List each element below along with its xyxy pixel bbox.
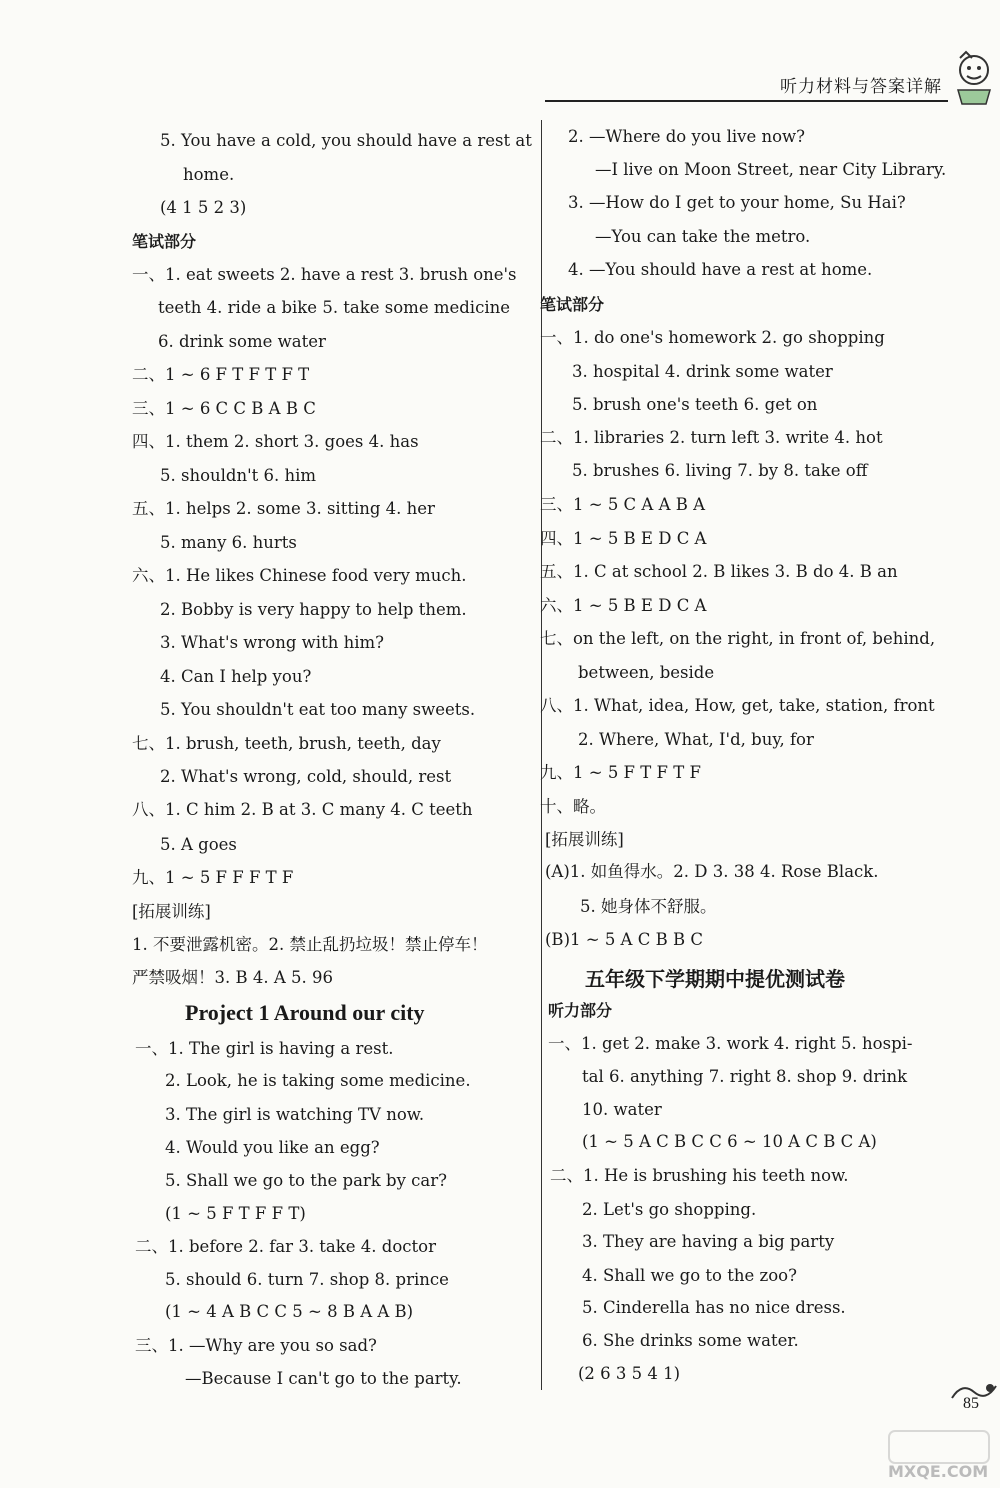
text-line: 二、1. libraries 2. turn left 3. write 4. hot xyxy=(540,428,883,447)
text-line: 4. Would you like an egg? xyxy=(165,1138,380,1157)
section-heading: [拓展训练] xyxy=(132,902,211,921)
text-line: 6. She drinks some water. xyxy=(582,1331,799,1350)
text-line: 九、1 ~ 5 F T F T F xyxy=(540,763,701,782)
text-line: —You can take the metro. xyxy=(595,227,811,246)
text-line: 七、on the left, on the right, in front of, behind, xyxy=(540,629,936,648)
text-line: between, beside xyxy=(578,663,715,682)
text-line: home. xyxy=(183,165,235,184)
text-line: 三、1 ~ 6 C C B A B C xyxy=(132,399,316,418)
text-line: 4. Can I help you? xyxy=(160,667,312,686)
project-title: Project 1 Around our city xyxy=(185,1000,425,1025)
cartoon-mascot-icon xyxy=(950,50,998,106)
text-line: 4. —You should have a rest at home. xyxy=(568,260,873,279)
section-heading: [拓展训练] xyxy=(545,830,624,849)
text-line: (1 ~ 5 A C B C C 6 ~ 10 A C B C A) xyxy=(582,1132,877,1151)
text-line: (B)1 ~ 5 A C B B C xyxy=(545,930,703,949)
text-line: 5. You shouldn't eat too many sweets. xyxy=(160,700,476,719)
text-line: 3. The girl is watching TV now. xyxy=(165,1105,425,1124)
text-line: —Because I can't go to the party. xyxy=(185,1369,462,1388)
text-line: 3. They are having a big party xyxy=(582,1232,835,1251)
text-line: 四、1 ~ 5 B E D C A xyxy=(540,529,707,548)
text-line: 二、1. He is brushing his teeth now. xyxy=(550,1166,849,1185)
text-line: tal 6. anything 7. right 8. shop 9. drink xyxy=(582,1067,908,1086)
text-line: (1 ~ 5 F T F F T) xyxy=(165,1204,306,1223)
page-number: 85 xyxy=(963,1395,979,1412)
text-line: teeth 4. ride a bike 5. take some medicine xyxy=(158,298,510,317)
text-line: 4. Shall we go to the zoo? xyxy=(582,1266,797,1285)
text-line: 二、1 ~ 6 F T F T F T xyxy=(132,365,310,384)
text-line: 3. hospital 4. drink some water xyxy=(572,362,833,381)
text-line: 5. You have a cold, you should have a rest at xyxy=(160,131,532,150)
text-line: 5. Shall we go to the park by car? xyxy=(165,1171,447,1190)
text-line: 六、1. He likes Chinese food very much. xyxy=(132,566,467,585)
text-line: 2. Bobby is very happy to help them. xyxy=(160,600,467,619)
text-line: 5. shouldn't 6. him xyxy=(160,466,317,485)
text-line: 5. brushes 6. living 7. by 8. take off xyxy=(572,461,868,480)
text-line: 八、1. What, idea, How, get, take, station, front xyxy=(540,696,935,715)
header-rule xyxy=(545,100,948,102)
text-line: 十、略。 xyxy=(540,797,606,816)
text-line: 三、1 ~ 5 C A A B A xyxy=(540,495,706,514)
text-line: —I live on Moon Street, near City Library. xyxy=(595,160,947,179)
text-line: 5. Cinderella has no nice dress. xyxy=(582,1298,846,1317)
text-line: 六、1 ~ 5 B E D C A xyxy=(540,596,707,615)
text-line: 2. What's wrong, cold, should, rest xyxy=(160,767,452,786)
text-line: 5. many 6. hurts xyxy=(160,533,297,552)
watermark-text: MXQE.COM xyxy=(888,1462,989,1481)
text-line: 5. brush one's teeth 6. get on xyxy=(572,395,818,414)
text-line: 一、1. do one's homework 2. go shopping xyxy=(540,328,885,347)
text-line: 5. A goes xyxy=(160,835,237,854)
section-heading: 听力部分 xyxy=(548,1001,613,1020)
section-heading: 笔试部分 xyxy=(132,232,197,251)
text-line: 2. Where, What, I'd, buy, for xyxy=(578,730,814,749)
text-line: (A)1. 如鱼得水。2. D 3. 38 4. Rose Black. xyxy=(545,862,879,881)
text-line: 2. Let's go shopping. xyxy=(582,1200,757,1219)
text-line: 八、1. C him 2. B at 3. C many 4. C teeth xyxy=(132,800,473,819)
text-line: 严禁吸烟！3. B 4. A 5. 96 xyxy=(132,968,333,987)
text-line: 2. —Where do you live now? xyxy=(568,127,806,146)
text-line: 10. water xyxy=(582,1100,662,1119)
text-line: 五、1. C at school 2. B likes 3. B do 4. B an xyxy=(540,562,898,581)
text-line: 一、1. get 2. make 3. work 4. right 5. hospi- xyxy=(548,1034,913,1053)
text-line: (1 ~ 4 A B C C 5 ~ 8 B A A B) xyxy=(165,1302,414,1321)
text-line: 四、1. them 2. short 3. goes 4. has xyxy=(132,432,419,451)
text-line: 6. drink some water xyxy=(158,332,326,351)
text-line: (4 1 5 2 3) xyxy=(160,198,247,217)
test-title: 五年级下学期期中提优测试卷 xyxy=(585,967,845,991)
text-line: 3. —How do I get to your home, Su Hai? xyxy=(568,193,906,212)
text-line: 2. Look, he is taking some medicine. xyxy=(165,1071,471,1090)
text-line: 5. should 6. turn 7. shop 8. prince xyxy=(165,1270,449,1289)
text-line: 三、1. —Why are you so sad? xyxy=(135,1336,377,1355)
text-line: 五、1. helps 2. some 3. sitting 4. her xyxy=(132,499,435,518)
text-line: 七、1. brush, teeth, brush, teeth, day xyxy=(132,734,441,753)
text-line: 一、1. eat sweets 2. have a rest 3. brush one's xyxy=(132,265,517,284)
text-line: 二、1. before 2. far 3. take 4. doctor xyxy=(135,1237,436,1256)
text-line: 3. What's wrong with him? xyxy=(160,633,384,652)
text-line: 九、1 ~ 5 F F F T F xyxy=(132,868,294,887)
text-line: (2 6 3 5 4 1) xyxy=(578,1364,681,1383)
text-line: 5. 她身体不舒服。 xyxy=(580,897,717,916)
text-line: 一、1. The girl is having a rest. xyxy=(135,1039,394,1058)
text-line: 1. 不要泄露机密。2. 禁止乱扔垃圾！禁止停车！ xyxy=(132,935,488,954)
header-title: 听力材料与答案详解 xyxy=(780,77,942,97)
section-heading: 笔试部分 xyxy=(540,295,605,314)
